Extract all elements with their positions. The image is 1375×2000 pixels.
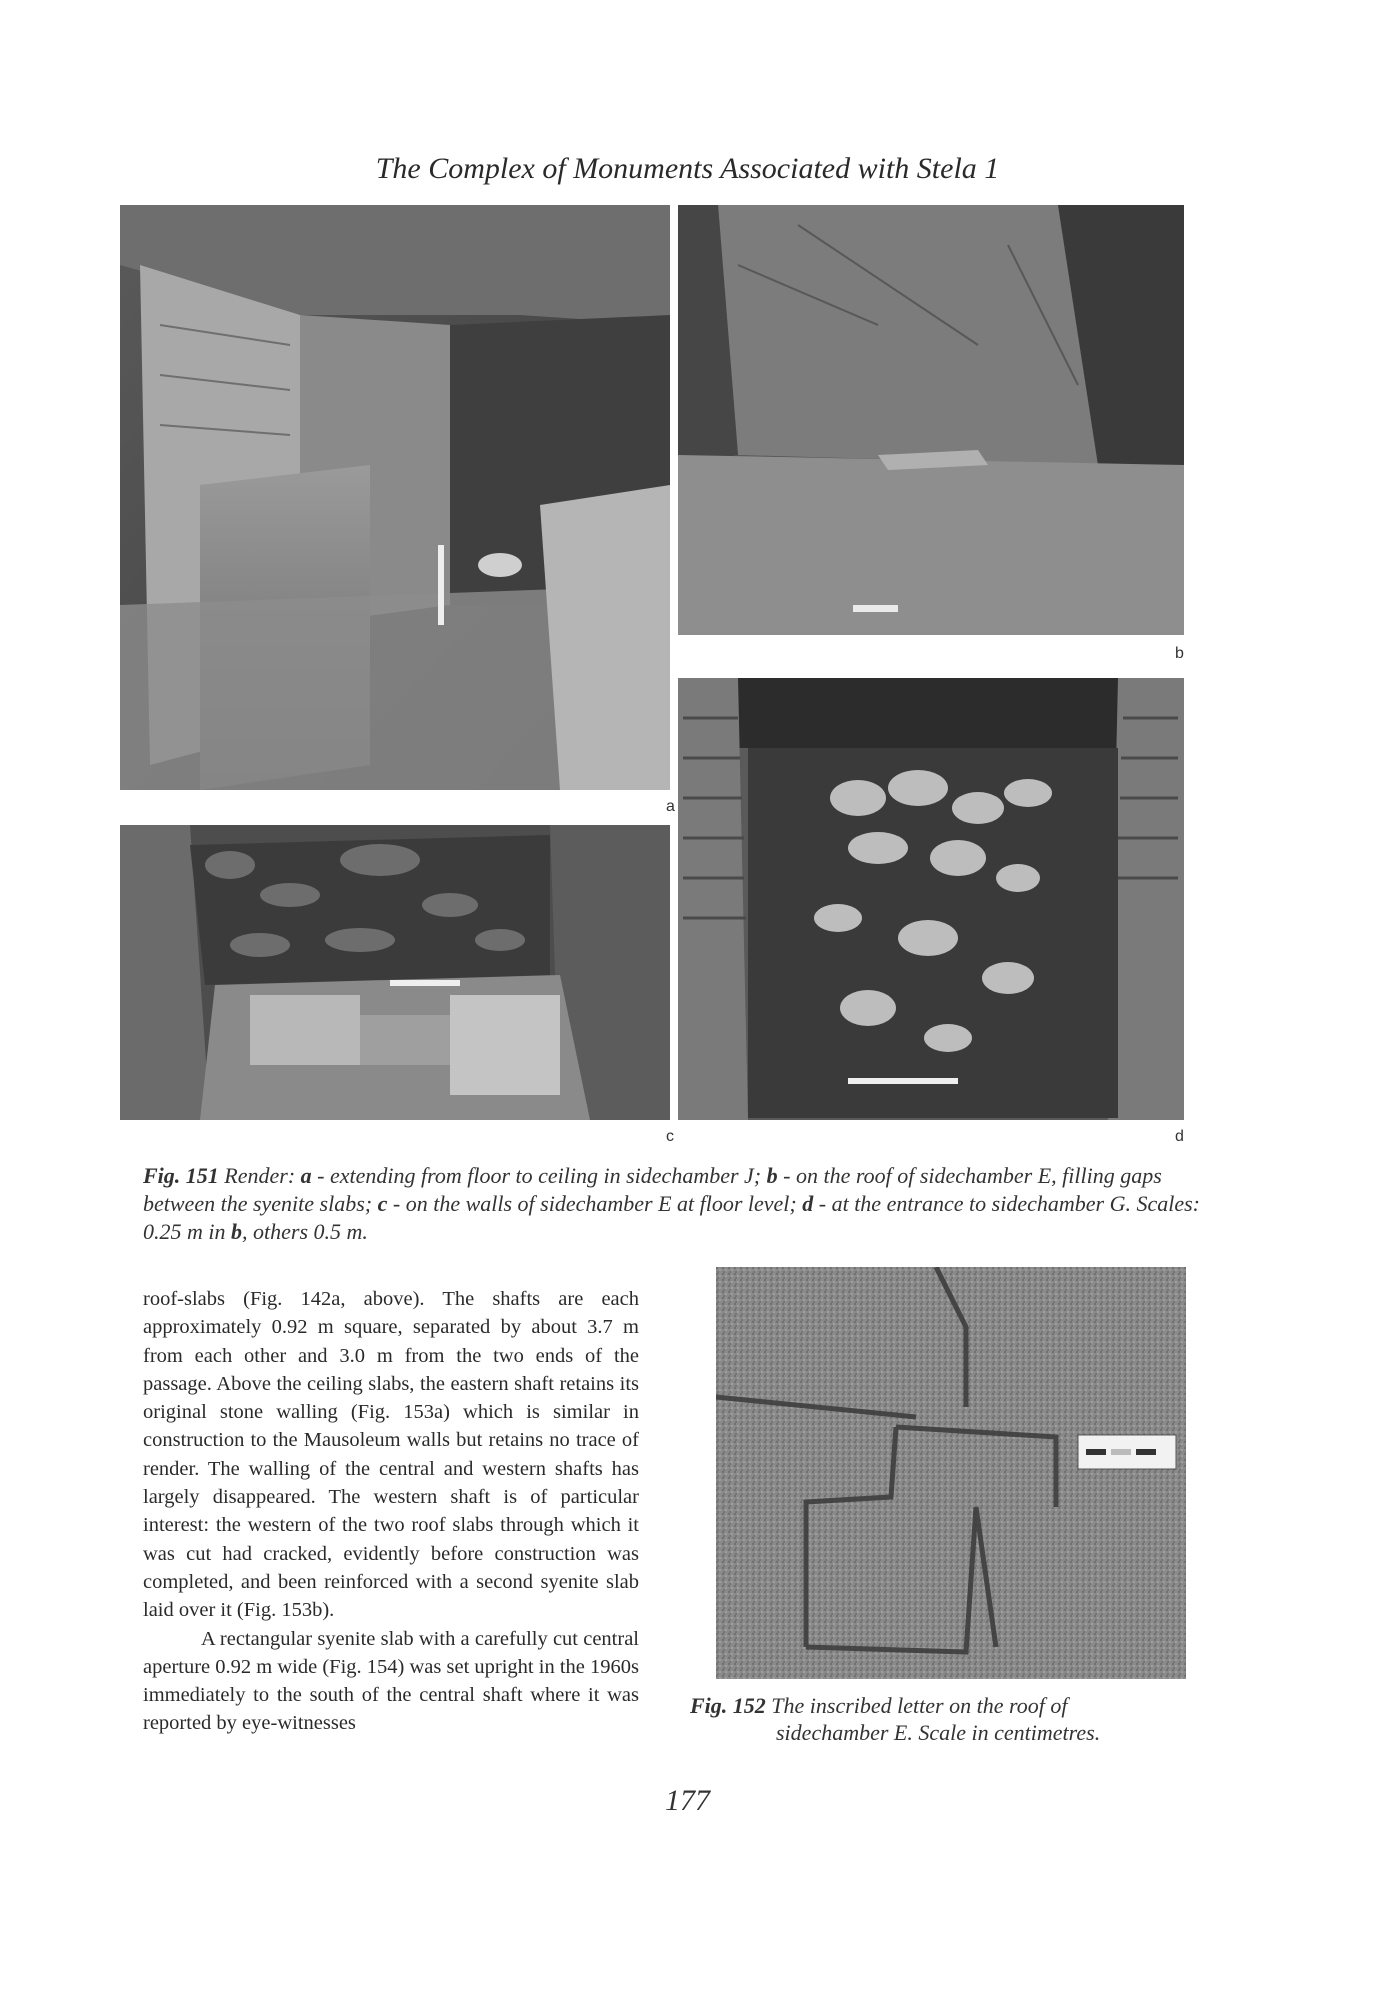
figure-152-line1: The inscribed letter on the roof of (765, 1693, 1068, 1718)
caption-text-d: - at the entrance to sidechamber G. Scales: 0.25 m in (143, 1191, 1200, 1244)
caption-key-d: d (802, 1191, 814, 1216)
caption-text-b: - on the roof of sidechamber E, filling gaps between the syenite slabs; (143, 1163, 1162, 1216)
caption-lead: Render: (224, 1163, 301, 1188)
caption-key-a: a (300, 1163, 312, 1188)
plate-letter-c: c (666, 1128, 674, 1145)
caption-tail: , others 0.5 m. (242, 1219, 368, 1244)
figure-151b-photo (678, 205, 1184, 635)
page-number: 177 (665, 1784, 710, 1817)
figure-151-label: Fig. 151 (143, 1163, 219, 1188)
plate-letter-a: a (666, 798, 675, 815)
photo-walls-sidechamber-e-icon (120, 825, 670, 1120)
figure-151c-photo (120, 825, 670, 1120)
figure-152-label: Fig. 152 (690, 1693, 766, 1718)
plate-letter-d: d (1175, 1128, 1184, 1145)
photo-roof-sidechamber-e-icon (678, 205, 1184, 635)
photo-entrance-sidechamber-g-icon (678, 678, 1184, 1120)
figure-152-caption (690, 1692, 1210, 1746)
caption-key-c: c (377, 1191, 388, 1216)
photo-sidechamber-j-render-icon (120, 205, 670, 790)
figure-152-photo (716, 1267, 1186, 1679)
paragraph-2: A rectangular syenite slab with a carefully cut central aperture 0.92 m wide (Fig. 154) was set upright in the 1960s immediately to the south of the central shaft where it was reported by eye-witnesses (143, 1627, 639, 1735)
running-head: The Complex of Monuments Associated with Stela 1 (375, 152, 1000, 185)
figure-152-line2: sidechamber E. Scale in centimetres. (776, 1720, 1101, 1745)
paragraph-1: roof-slabs (Fig. 142a, above). The shafts are each approximately 0.92 m square, separated by about 3.7 m from each other and 3.0 m from the two ends of the passage. Above the ceiling slabs, the eastern shaft retains its original stone walling (Fig. 153a) which is similar in construction to the Mausoleum walls but retains no trace of render. The walling of the central and western shafts has largely disappeared. The western shaft is of particular interest: the western of the two roof slabs through which it was cut had cracked, evidently before construction was completed, and been reinforced with a second syenite slab laid over it (Fig. 153b). (143, 1288, 639, 1622)
caption-key-b2: b (231, 1219, 242, 1244)
figure-151a-photo (120, 205, 670, 790)
figure-151-caption (143, 1162, 1203, 1246)
caption-text-c: - on the walls of sidechamber E at floor level; (387, 1191, 803, 1216)
caption-key-b: b (766, 1163, 778, 1188)
body-text (143, 1285, 639, 1738)
plate-letter-b: b (1175, 645, 1184, 662)
caption-text-a: - extending from floor to ceiling in sidechamber J; (311, 1163, 767, 1188)
figure-151d-photo (678, 678, 1184, 1120)
photo-inscribed-letter-icon (716, 1267, 1186, 1679)
